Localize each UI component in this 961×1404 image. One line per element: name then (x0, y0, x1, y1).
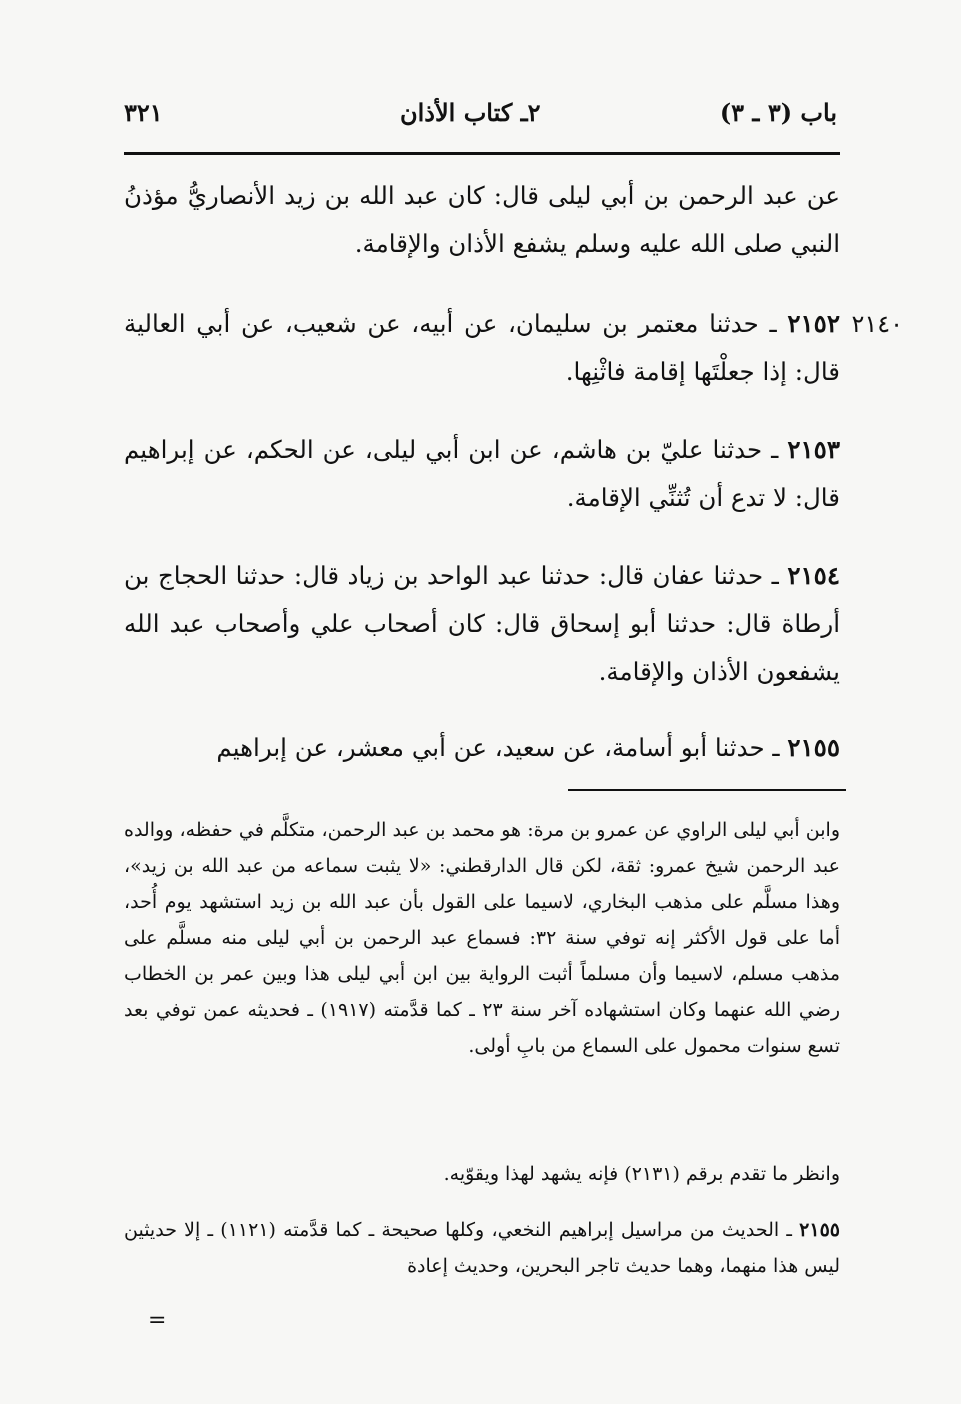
footnote-rule (568, 789, 846, 791)
hadith-text: ـ حدثنا عليّ بن هاشم، عن ابن أبي ليلى، عن الحكم، عن إبراهيم قال: لا تدع أن تُثنِّي الإقامة. (124, 435, 840, 512)
hadith-text: ـ حدثنا عفان قال: حدثنا عبد الواحد بن زياد قال: حدثنا الحجاج بن أرطاة قال: حدثنا أبو إسحاق قال: كان أصحاب علي وأصحاب عبد الله يشفعون الأذان والإقامة. (124, 561, 840, 686)
book-title: ٢ـ كتاب الأذان (400, 98, 541, 127)
hadith-text: ـ حدثنا أبو أسامة، عن سعيد، عن أبي معشر، عن إبراهيم (216, 733, 788, 762)
continuation-mark: = (148, 1308, 167, 1333)
footnote-paragraph-2: وانظر ما تقدم برقم (٢١٣١) فإنه يشهد لهذا ويقوّيه. (443, 1163, 840, 1185)
hadith-2152 (124, 300, 840, 396)
continuation-paragraph: عن عبد الرحمن بن أبي ليلى قال: كان عبد الله بن زيد الأنصاريُّ مؤذنُ النبي صلى الله عليه وسلم يشفع الأذان والإقامة. (124, 181, 840, 258)
chapter-reference: باب (٣ ـ ٣) (719, 98, 837, 127)
hadith-2155 (124, 724, 840, 772)
footnote-paragraph-1: وابن أبي ليلى الراوي عن عمرو بن مرة: هو محمد بن عبد الرحمن، متكلَّم في حفظه، ووالده عبد الرحمن شيخ عمرو: ثقة، لكن قال الدارقطني: «لا يثبت سماعه من عبد الله بن زيد»، وهذا مسلَّم على مذهب البخاري، لاسيما على القول بأن عبد الله بن زيد استشهد يوم أُحد، أما على قول الأكثر إنه توفي سنة ٣٢: فسماع عبد الرحمن بن أبي ليلى منه مسلَّم على مذهب مسلم، لاسيما وأن مسلماً أثبت الرواية بين ابن أبي ليلى هذا وبين عمر بن الخطاب رضي الله عنهما وكان استشهاده آخر سنة ٢٣ ـ كما قدَّمته (١٩١٧) ـ فحديثه عمن توفي بعد تسع سنوات محمول على السماع من بابِ أولى. (124, 819, 840, 1057)
page-number: ٣٢١ (124, 98, 163, 127)
hadith-number: ٢١٥٤ (787, 561, 840, 590)
hadith-number: ٢١٥٢ (787, 309, 840, 338)
hadith-text: ـ حدثنا معتمر بن سليمان، عن أبيه، عن شعيب، عن أبي العالية قال: إذا جعلْتَها إقامة فاثْنِها. (124, 309, 840, 386)
footnote-number: ٢١٥٥ (799, 1219, 840, 1241)
header-rule (124, 152, 840, 155)
hadith-2154 (124, 552, 840, 696)
hadith-number: ٢١٥٣ (787, 435, 840, 464)
margin-number: ٢١٤٠ (851, 310, 903, 338)
hadith-number: ٢١٥٥ (787, 733, 840, 762)
footnote-text: ـ الحديث من مراسيل إبراهيم النخعي، وكلها صحيحة ـ كما قدَّمته (١١٢١) ـ إلا حديثين ليس هذا منهما، وهما حديث تاجر البحرين، وحديث إعادة (124, 1219, 840, 1277)
footnote-2155 (124, 1212, 840, 1284)
hadith-2153 (124, 426, 840, 522)
